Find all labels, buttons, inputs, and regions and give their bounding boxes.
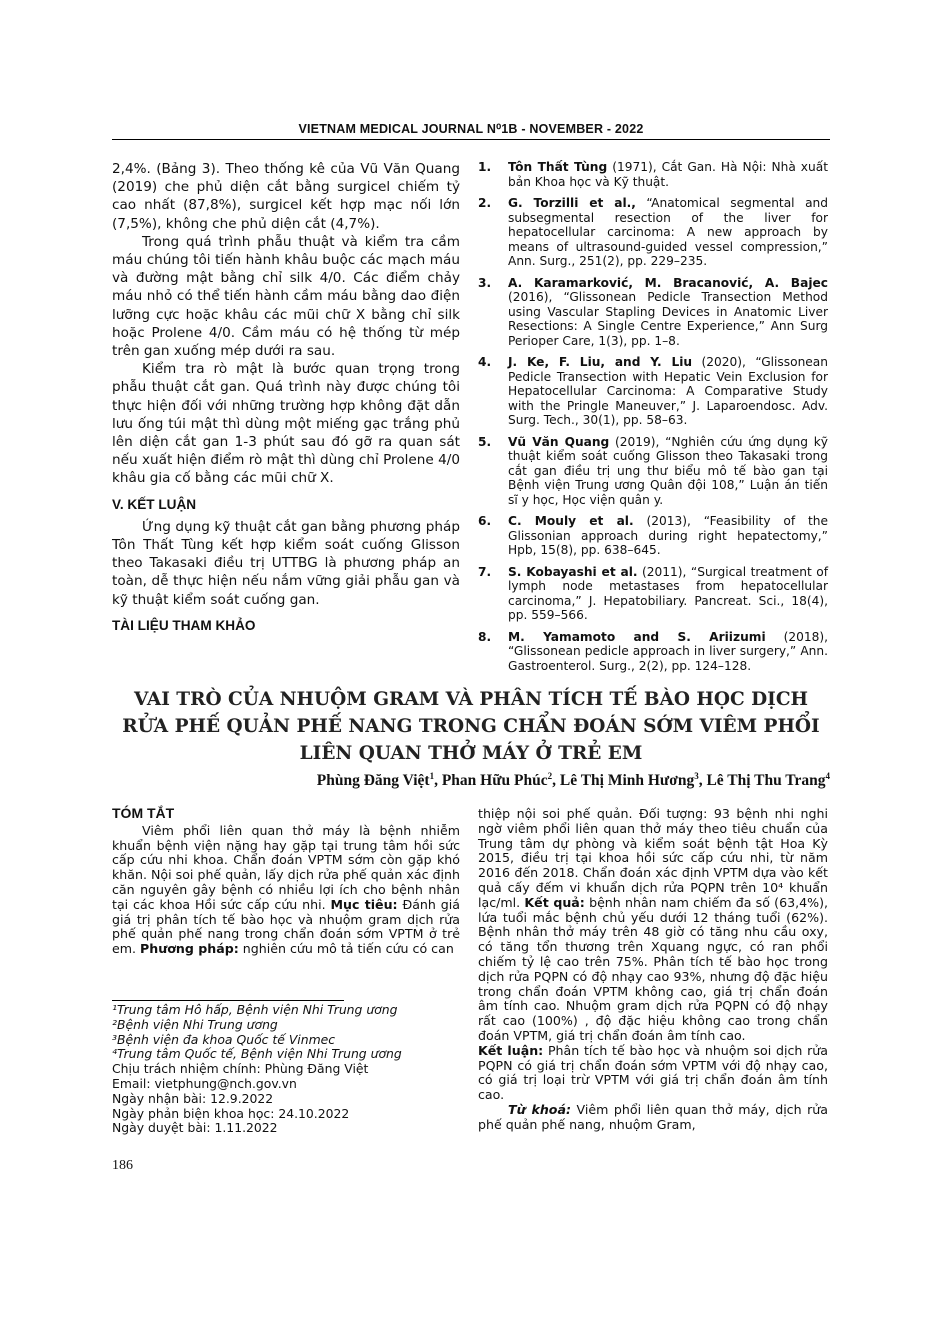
- page-number: 186: [112, 1158, 133, 1173]
- reference-text: G. Torzilli et al., “Anatomical segmental and subsegmental resection of the liver for hepatocellular carcinoma: A new approach by means of ultrasound-guided vessel compression,” Ann. Surg., 251(2), pp. 229–235.: [508, 196, 828, 268]
- method-label: Phương pháp:: [140, 941, 239, 957]
- header-rule: [112, 139, 830, 140]
- reference-authors: J. Ke, F. Liu, and Y. Liu: [508, 355, 693, 369]
- abstract-text: [112, 824, 460, 957]
- reference-authors: C. Mouly et al.: [508, 514, 634, 528]
- affiliation-2: ²Bệnh viện Nhi Trung ương: [112, 1016, 278, 1032]
- reference-item: [478, 160, 828, 189]
- date-reviewed: Ngày phản biện khoa học: 24.10.2022: [112, 1105, 350, 1121]
- running-header: VIETNAM MEDICAL JOURNAL N⁰1B - NOVEMBER - 2022: [298, 122, 644, 136]
- affiliation-1: ¹Trung tâm Hô hấp, Bệnh viện Nhi Trung ương: [112, 1002, 398, 1017]
- author-name: Lê Thị Minh Hương$^3$: [559, 770, 699, 789]
- objective-label: Mục tiêu:: [330, 896, 398, 912]
- reference-number: 6.: [478, 514, 492, 528]
- reference-item: [478, 514, 828, 558]
- keywords-text: Viêm phổi liên quan thở máy, dịch rửa phế quản phế nang, nhuộm Gram,: [478, 1101, 828, 1132]
- abstract-intro: Viêm phổi liên quan thở máy là bệnh nhiễm khuẩn bệnh viện nặng hay gặp tại trung tâm hồi sức cấp cứu nhi khoa. Chẩn đoán VPTM sớm còn gặp khó khăn. Nội soi phế quản, lấy dịch rửa phế quản xác định căn nguyên gây bệnh có nhiều lợi ích cho bệnh nhân tại các khoa Hồi sức cấp cứu nhi.: [112, 822, 460, 912]
- affiliation-4: ⁴Trung tâm Quốc tế, Bệnh viện Nhi Trung ương: [112, 1046, 402, 1062]
- conclusion-label: Kết luận:: [478, 1042, 544, 1058]
- reference-authors: A. Karamarković, M. Bracanović, A. Bajec: [508, 275, 828, 290]
- author-name: Phan Hữu Phúc$^2$: [441, 770, 553, 789]
- date-received: Ngày nhận bài: 12.9.2022: [112, 1090, 274, 1106]
- reference-text: J. Ke, F. Liu, and Y. Liu (2020), “Glissonean Pedicle Transection with Hepatic Vein Exclusion for Hepatocellular Carcinoma: A Comparative Study with the Pringle Maneuver,” J. Laparoendosc. Adv. Surg. Tech., 30(1), pp. 58–63.: [508, 355, 828, 427]
- corresponding-author: Chịu trách nhiệm chính: Phùng Đăng Việt: [112, 1061, 369, 1077]
- abstract-left: [112, 806, 460, 957]
- reference-text: C. Mouly et al. (2013), “Feasibility of the Glissonian approach during right hepatectomy,” Hpb, 15(8), pp. 638–645.: [508, 514, 828, 557]
- reference-number: 5.: [478, 434, 492, 449]
- footnote-rule: [112, 1000, 344, 1001]
- keywords-label: Từ khoá:: [508, 1101, 571, 1117]
- abstract-conclusion-text: Phân tích tế bào học và nhuộm soi dịch rửa PQPN có giá trị chẩn đoán sớm VPTM với độ nhạy cao, có giá trị loại trừ VPTM với giá trị chẩn đoán âm tính cao.: [478, 1042, 828, 1103]
- conclusion-text: Ứng dụng kỹ thuật cắt gan bằng phương pháp Tôn Thất Tùng kết hợp kiểm soát cuống Glisson theo Takasaki điều trị UTTBG là phương pháp an toàn, dễ thực hiện nếu nắm vững giải phẫu gan và kỹ thuật kiểm soát cuống gan.: [112, 518, 460, 608]
- author-name: Lê Thị Thu Trang$^4$: [706, 770, 830, 789]
- references-heading: TÀI LIỆU THAM KHẢO: [112, 617, 256, 633]
- date-accepted: Ngày duyệt bài: 1.11.2022: [112, 1120, 278, 1136]
- reference-item: [478, 630, 828, 674]
- affiliation-3: ³Bệnh viện đa khoa Quốc tế Vinmec: [112, 1031, 336, 1047]
- reference-authors: G. Torzilli et al.,: [508, 196, 636, 210]
- reference-number: 2.: [478, 196, 492, 210]
- reference-item: [478, 355, 828, 428]
- email: Email: vietphung@nch.gov.vn: [112, 1075, 297, 1091]
- conclusion-heading: V. KẾT LUẬN: [112, 496, 197, 512]
- objective-text: Đánh giá giá trị phân tích tế bào học và nhuộm gram dịch rửa phế quản phế nang trong chẩn đoán sớm VPTM ở trẻ em.: [112, 896, 460, 957]
- reference-authors: M. Yamamoto and S. Ariizumi: [508, 629, 766, 644]
- reference-number: 8.: [478, 629, 492, 644]
- footnotes: [112, 1003, 460, 1136]
- reference-text: S. Kobayashi et al. (2011), “Surgical treatment of lymph node metastases from hepatocellular carcinoma,” J. Hepatobiliary. Pancreat. Sci., 18(4), pp. 559–566.: [508, 564, 829, 622]
- reference-number: 7.: [478, 564, 492, 579]
- reference-number: 1.: [478, 160, 492, 174]
- method-text-start: nghiên cứu mô tả tiến cứu có can: [238, 941, 454, 957]
- method-text-end: thiệp nội soi phế quản. Đối tượng: 93 bệnh nhi nghi ngờ viêm phổi liên quan thở máy theo tiêu chuẩn của Trung tâm dự phòng và kiểm soát bệnh tật Hoa Kỳ 2015, điều trị tại khoa hồi sức cấp cứu nhi, từ năm 2016 đến 2018. Chẩn đoán xác định VPTM dựa vào kết quả cấy đếm vi khuẩn dịch rửa PQPN trên 10⁴ khuẩn lạc/ml.: [478, 806, 828, 910]
- result-label: Kết quả:: [524, 894, 585, 910]
- reference-text: Vũ Văn Quang (2019), “Nghiên cứu ứng dụng kỹ thuật kiểm soát cuống Glisson theo Takasaki trong cắt gan điều trị ung thư biểu mô tế bào gan tại Bệnh viện Trung ương Quân đội 108,” Luận án tiến sĩ y học, Học viện quân y.: [508, 434, 829, 507]
- reference-authors: S. Kobayashi et al.: [508, 564, 638, 579]
- abstract-right: [478, 807, 828, 1133]
- reference-authors: Tôn Thất Tùng: [508, 160, 608, 174]
- result-text: bệnh nhân nam chiếm đa số (63,4%), lứa tuổi mắc bệnh chủ yếu dưới 12 tháng tuổi (62%). Bệnh nhân thở máy trên 48 giờ có tăng nhu cầu oxy, có tăng tổn thương trên Xquang ngực, có ran phổi chiếm tỷ lệ cao trên 75%. Phân tích tế bào học trong dịch rửa PQPN có độ nhạy cao 93%, nhưng độ đặc hiệu trong chẩn đoán VPTM không cao, giá trị chẩn đoán âm tính cao. Nhuộm gram dịch rửa PQPN có độ nhạy rất cao (100%) , độ đặc hiệu không cao trong chẩn đoán VPTM, giá trị chẩn đoán âm tính cao.: [478, 894, 828, 1043]
- article-title: VAI TRÒ CỦA NHUỘM GRAM VÀ PHÂN TÍCH TẾ BÀO HỌC DỊCH RỬA PHẾ QUẢN PHẾ NANG TRONG CHẨN ĐOÁN SỚM VIÊM PHỔI LIÊN QUAN THỞ MÁY Ở TRẺ EM: [122, 689, 820, 764]
- references-column: [478, 160, 828, 680]
- reference-number: 3.: [478, 275, 492, 290]
- reference-item: [478, 276, 828, 349]
- reference-number: 4.: [478, 355, 492, 369]
- reference-list: [478, 160, 828, 673]
- reference-authors: Vũ Văn Quang: [508, 434, 610, 449]
- reference-text: Tôn Thất Tùng (1971), Cắt Gan. Hà Nội: Nhà xuất bản Khoa học và Kỹ thuật.: [508, 160, 828, 189]
- abstract-heading: TÓM TẮT: [112, 805, 175, 821]
- keywords: [478, 1103, 828, 1133]
- reference-text: A. Karamarković, M. Bracanović, A. Bajec (2016), “Glissonean Pedicle Transection Method using Vascular Stapling Devices in Anatomic Liver Resections: A Single Centre Experience,” Ann Surg Perioper Care, 1(3), pp. 1–8.: [508, 275, 828, 348]
- author-list: Phùng Đăng Việt$^1$, Phan Hữu Phúc$^2$, Lê Thị Minh Hương$^3$, Lê Thị Thu Trang$^4$: [316, 770, 830, 789]
- body-paragraph: Trong quá trình phẫu thuật và kiểm tra cầm máu chúng tôi tiến hành khâu buộc các mạch máu và đường mật bằng chỉ silk 4/0. Các điểm chảy máu nhỏ có thể tiến hành cầm máu bằng dao điện lưỡng cực hoặc khâu các mũi chữ X bằng chỉ silk hoặc Prolene 4/0. Cầm máu có hệ thống từ mép trên gan xuống mép dưới ra sau.: [112, 233, 460, 360]
- author-name: Phùng Đăng Việt$^1$: [316, 770, 435, 789]
- reference-item: [478, 565, 828, 623]
- left-column: [112, 160, 460, 639]
- abstract-text-cont: [478, 807, 828, 1044]
- reference-item: [478, 435, 828, 508]
- body-paragraph: 2,4%. (Bảng 3). Theo thống kê của Vũ Văn Quang (2019) che phủ diện cắt bằng surgicel chiếm tỷ cao nhất (87,8%), surgicel kết hợp mạc nối lớn (7,5%), không che phủ diện cắt (4,7%).: [112, 161, 460, 232]
- body-paragraph: Kiểm tra rò mật là bước quan trọng trong phẫu thuật cắt gan. Quá trình này được chúng tôi thực hiện đối với những trường hợp không đặt dẫn lưu ống túi mật thì dùng một miếng gạc trắng phủ lên diện cắt gan 1-3 phút sau đó gỡ ra quan sát nếu xuất hiện điểm rò mật thì dùng chỉ Prolene 4/0 khâu gia cố bằng các mũi chữ X.: [112, 361, 460, 487]
- reference-item: [478, 196, 828, 269]
- abstract-conclusion: [478, 1044, 828, 1103]
- reference-text: M. Yamamoto and S. Ariizumi (2018), “Glissonean pedicle approach in liver surgery,” Ann. Gastroenterol. Surg., 2(2), pp. 124–128.: [508, 629, 828, 673]
